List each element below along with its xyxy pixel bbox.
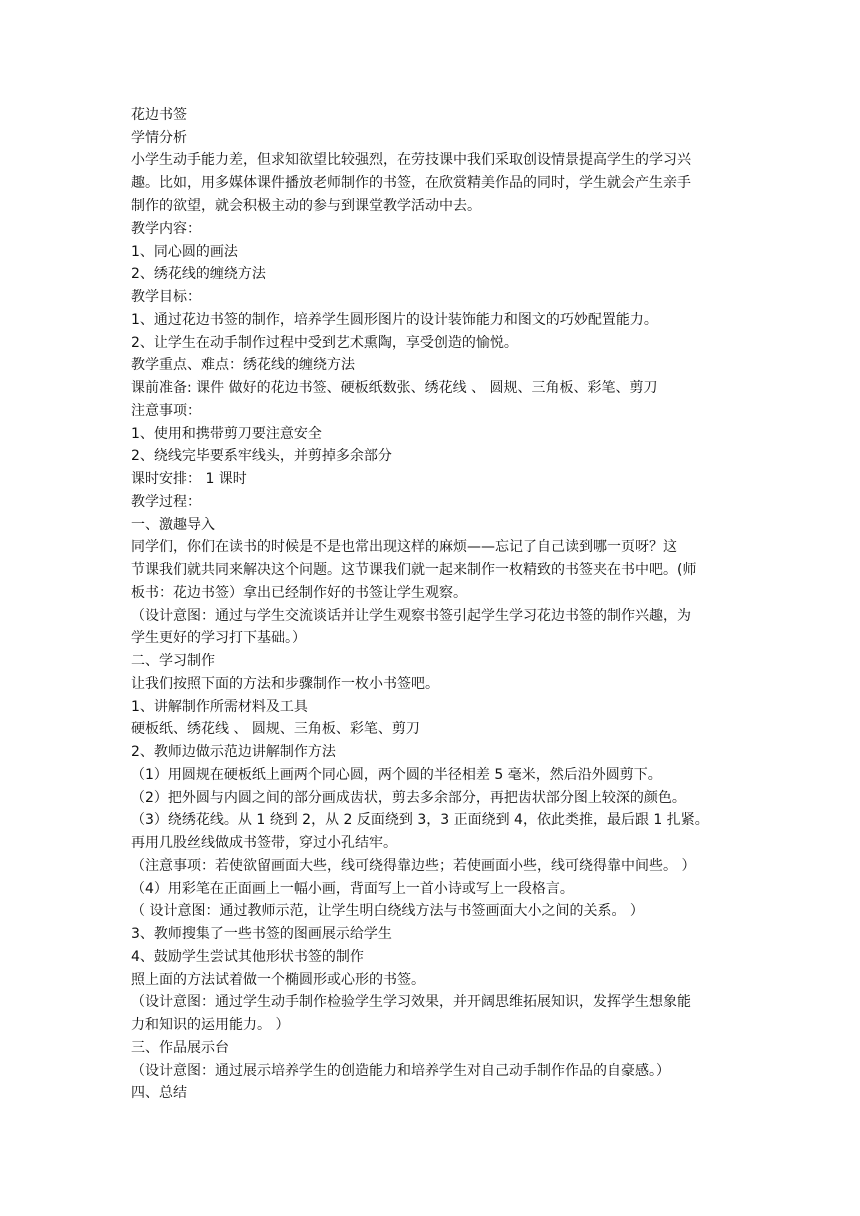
list-item: 1、同心圆的画法 (131, 244, 238, 260)
paragraph-line: 照上面的方法试着做一个椭圆形或心形的书签。 (131, 972, 425, 988)
list-item: 2、绕线完毕要系牢线头，并剪掉多余部分 (131, 448, 392, 464)
list-item: （4）用彩笔在正面画上一幅小画，背面写上一首小诗或写上一段格言。 (131, 881, 574, 897)
list-item: 1、使用和携带剪刀要注意安全 (131, 426, 322, 442)
list-item: 1、讲解制作所需材料及工具 (131, 699, 308, 715)
paragraph-line: 小学生动手能力差，但求知欲望比较强烈，在劳技课中我们采取创设情景提高学生的学习兴 (131, 152, 691, 168)
paragraph-line: 课时安排： 1 课时 (131, 471, 247, 487)
paragraph-line: 趣。比如，用多媒体课件播放老师制作的书签，在欣赏精美作品的同时，学生就会产生亲手 (131, 175, 691, 191)
paragraph-line: 制作的欲望，就会积极主动的参与到课堂教学活动中去。 (131, 198, 481, 214)
paragraph-line: 节课我们就共同来解决这个问题。这节课我们就一起来制作一枚精致的书签夹在书中吧。(师 (131, 562, 697, 578)
list-item: （2）把外圆与内圆之间的部分画成齿状，剪去多余部分，再把齿状部分图上较深的颜色。 (131, 790, 686, 806)
section-heading: 教学目标： (131, 289, 201, 305)
section-heading: 教学内容： (131, 221, 201, 237)
paragraph-line: （设计意图：通过学生动手制作检验学生学习效果，并开阔思维拓展知识，发挥学生想象能 (131, 994, 691, 1010)
section-heading: 四、总结 (131, 1085, 187, 1101)
paragraph-line: （注意事项：若使欲留画面大些，线可绕得靠边些；若使画面小些，线可绕得靠中间些。 ） (131, 858, 696, 874)
paragraph-line: 课前准备: 课件 做好的花边书签、硬板纸数张、绣花线 、 圆规、三角板、彩笔、剪刀 (131, 380, 658, 396)
doc-title: 花边书签 (131, 107, 187, 123)
paragraph-line: 硬板纸、绣花线 、 圆规、三角板、彩笔、剪刀 (131, 721, 420, 737)
subsection-heading: 一、激趣导入 (131, 517, 215, 533)
paragraph-line: 板书：花边书签）拿出已经制作好的书签让学生观察。 (131, 585, 467, 601)
section-heading: 学情分析 (131, 130, 187, 146)
section-heading: 三、作品展示台 (131, 1040, 229, 1056)
paragraph-line: （ 设计意图：通过教师示范，让学生明白绕线方法与书签画面大小之间的关系。 ） (131, 903, 644, 919)
paragraph-line: 学生更好的学习打下基础。） (131, 630, 306, 646)
section-heading: 注意事项： (131, 403, 201, 419)
list-item: 2、教师边做示范边讲解制作方法 (131, 744, 336, 760)
paragraph-line: 力和知识的运用能力。 ） (131, 1017, 290, 1033)
list-item: 2、绣花线的缠绕方法 (131, 266, 266, 282)
list-item: 4、鼓励学生尝试其他形状书签的制作 (131, 949, 364, 965)
paragraph-line: 再用几股丝线做成书签带，穿过小孔结牢。 (131, 835, 397, 851)
list-item: 1、通过花边书签的制作，培养学生圆形图片的设计装饰能力和图文的巧妙配置能力。 (131, 312, 658, 328)
paragraph-line: （设计意图：通过展示培养学生的创造能力和培养学生对自己动手制作作品的自豪感。） (131, 1063, 670, 1079)
list-item: （3）绕绣花线。从 1 绕到 2，从 2 反面绕到 3，3 正面绕到 4，依此类推，最后跟 1 扎紧。 (131, 812, 709, 828)
paragraph-line: （设计意图：通过与学生交流谈话并让学生观察书签引起学生学习花边书签的制作兴趣，为 (131, 608, 691, 624)
paragraph-line: 让我们按照下面的方法和步骤制作一枚小书签吧。 (131, 676, 439, 692)
section-heading: 教学重点、难点：绣花线的缠绕方法 (131, 357, 355, 373)
paragraph-line: 同学们，你们在读书的时候是不是也常出现这样的麻烦——忘记了自己读到哪一页呀？这 (131, 539, 677, 555)
list-item: （1）用圆规在硬板纸上画两个同心圆，两个圆的半径相差 5 毫米，然后沿外圆剪下。 (131, 767, 662, 783)
subsection-heading: 二、学习制作 (131, 653, 215, 669)
section-heading: 教学过程： (131, 494, 201, 510)
list-item: 2、让学生在动手制作过程中受到艺术熏陶，享受创造的愉悦。 (131, 335, 518, 351)
list-item: 3、教师搜集了一些书签的图画展示给学生 (131, 926, 392, 942)
